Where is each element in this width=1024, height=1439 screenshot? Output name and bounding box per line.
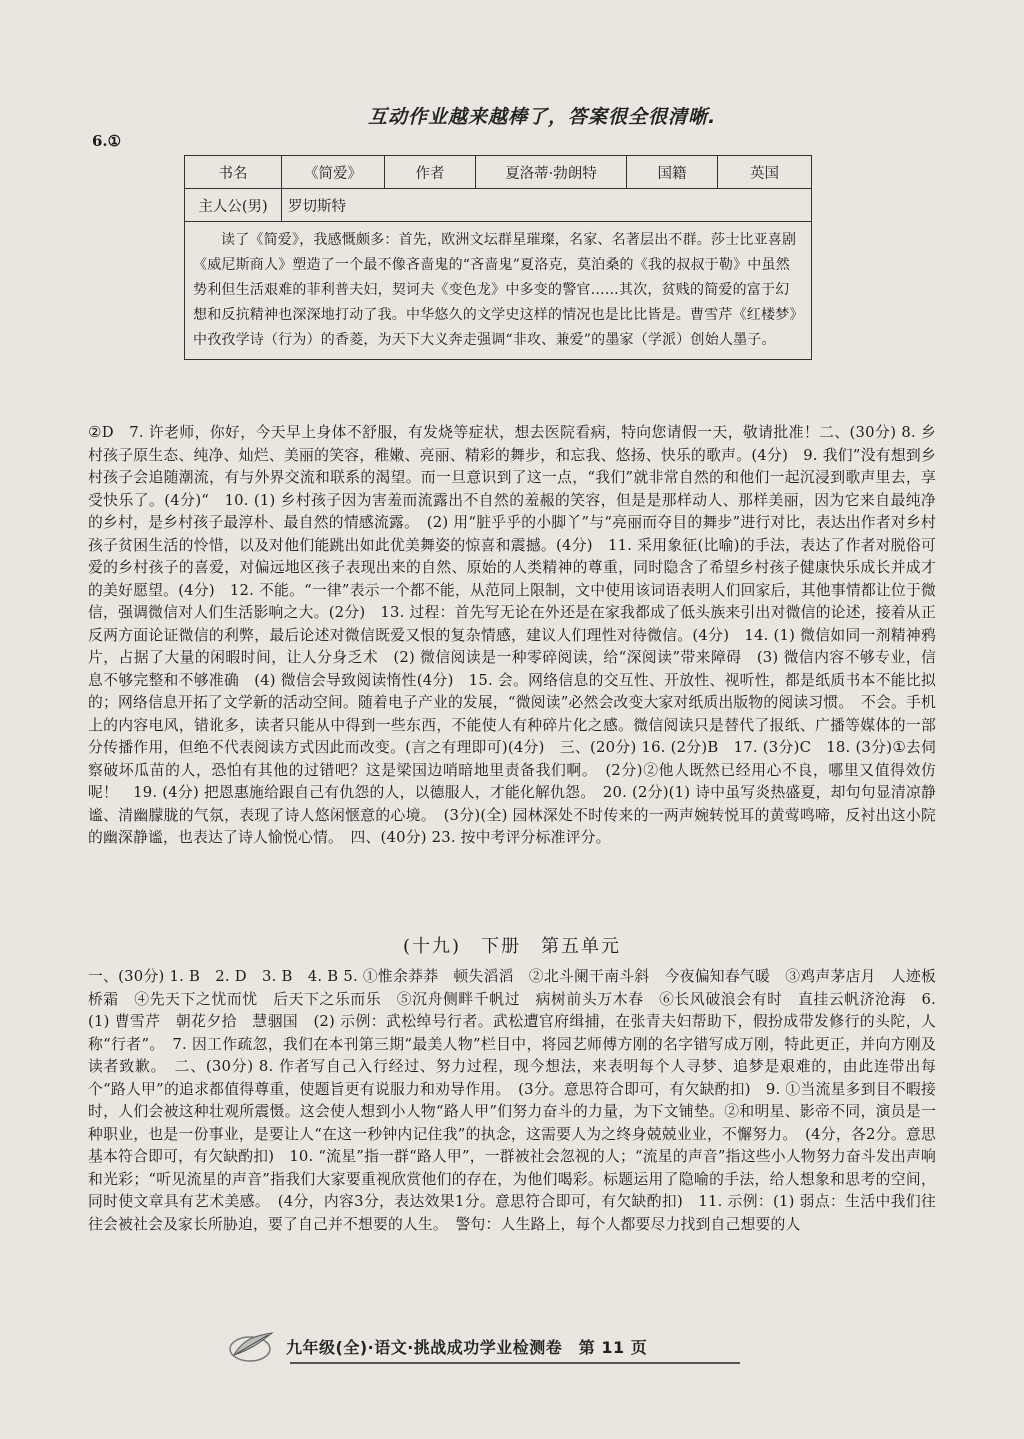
page-footer [228, 1326, 748, 1366]
handwritten-note: 互动作业越来越棒了，答案很全很清晰. [368, 106, 717, 128]
nation-label: 国籍 [627, 156, 718, 189]
hero-value: 罗切斯特 [282, 189, 812, 222]
footer-text: 九年级(全)·语文·挑战成功学业检测卷 第 11 页 [286, 1337, 648, 1357]
book-value: 《简爱》 [282, 156, 385, 189]
book-info-table [184, 155, 812, 360]
table-row [185, 189, 812, 222]
answers-block-2: 一、(30分) 1. B 2. D 3. B 4. B 5. ①惟余莽莽 顿失滔滔 ②北斗阑干南斗斜 今夜偏知春气暖 ③鸡声茅店月 人迹板桥霜 ④先天下之忧而忧 后天下之乐而乐 ⑤沉舟侧畔千帆过 病树前头万木春 ⑥长风破浪会有时 直挂云帆济沧海 6. (1) 曹雪芹 朝花夕拾 慧骃国 (2) 示例：武松绰号行者。武松遭官府缉捕，在张青夫妇帮助下，假扮成带发修行的头陀，人称“行者”。 7. 因工作疏忽，我们在本刊第三期“最美人物”栏目中，将园艺师傅方刚的名字错写成万刚，特此更正，并向方刚及读者致歉。 二、(30分) 8. 作者写自己入行经过、努力过程，现今想法，来表明每个人寻梦、追梦是艰难的，由此连带出每个“路人甲”的追求都值得尊重，使题旨更有说服力和劝导作用。 (3分。意思符合即可，有欠缺酌扣) 9. ①当流星多到目不暇接时，人们会被这种壮观所震慑。这会使人想到小人物“路人甲”们努力奋斗的力量，为下文铺垫。②和明星、影帝不同，演员是一种职业，也是一份事业，是要让人“在这一秒钟内记住我”的执念，这需要人为之终身兢兢业业，不懈努力。 (4分，各2分。意思基本符合即可，有欠缺酌扣) 10. “流星”指一群“路人甲”，一群被社会忽视的人；“流星的声音”指这些小人物努力奋斗发出声响和光彩；“听见流星的声音”指我们大家要重视欣赏他们的存在，为他们喝彩。标题运用了隐喻的手法，给人想象和思考的空间，同时使文章具有艺术美感。 (4分，内容3分，表达效果1分。意思符合即可，有欠缺酌扣) 11. 示例：(1) 弱点：生活中我们往往会被社会及家长所胁迫，要了自己并不想要的人生。 警句：人生路上，每个人都要尽力找到自己想要的人 [88, 968, 936, 1233]
footer-divider [290, 1362, 740, 1364]
answers-block-1: ②D 7. 许老师，你好，今天早上身体不舒服，有发烧等症状，想去医院看病，特向您请假一天，敬请批准！二、(30分) 8. 乡村孩子原生态、纯净、灿烂、美丽的笑容，稚嫩、亮丽、精彩的舞步，和忘我、悠扬、快乐的歌声。(4分) 9. 我们”没有想到乡村孩子会追随潮流，有与外界交流和联系的渴望。而一旦意识到了这一点，“我们”就非常自然的和他们一起沉浸到歌声里去，享受快乐了。(4分)“ 10. (1) 乡村孩子因为害羞而流露出不自然的羞赧的笑容，但是是那样动人、那样美丽，因为它来自最纯净的乡村，是乡村孩子最淳朴、最自然的情感流露。 (2) 用“脏乎乎的小脚丫”与“亮丽而夺目的舞步”进行对比，表达出作者对乡村孩子贫困生活的怜惜，以及对他们能跳出如此优美舞姿的惊喜和震撼。(4分) 11. 采用象征(比喻)的手法，表达了作者对脱俗可爱的乡村孩子的喜爱，对偏远地区孩子表现出来的自然、原始的人类精神的尊重，同时隐含了希望乡村孩子健康快乐成长并成才的美好愿望。(4分) 12. 不能。“一律”表示一个都不能，从范同上限制，文中使用该词语表明人们回家后，其他事情都让位于微信，强调微信对人们生活影响之大。(2分) 13. 过程：首先写无论在外还是在家我都成了低头族来引出对微信的论述，接着从正反两方面论证微信的利弊，最后论述对微信既爱又恨的复杂情感，建议人们理性对待微信。(4分) 14. (1) 微信如同一剂精神鸦片，占据了大量的闲暇时间，让人分身乏术 (2) 微信阅读是一种零碎阅读，给“深阅读”带来障碍 (3) 微信内容不够专业，信息不够完整和不够准确 (4) 微信会导致阅读惰性(4分) 15. 会。网络信息的交互性、开放性、视听性，都是纸质书本不能比拟的；网络信息开拓了文学新的活动空间。随着电子产业的发展，“微阅读”必然会改变大家对纸质出版物的阅读习惯。 不会。手机上的内容电风，错讹多，读者只能从中得到一些东西，不能使人有种碎片化之感。微信阅读只是替代了报纸、广播等媒体的一部分传播作用，但绝不代表阅读方式因此而改变。(言之有理即可)(4分) 三、(20分) 16. (2分)B 17. (3分)C 18. (3分)①去伺察破坏瓜苗的人，恐怕有其他的过错吧？这是梁国边哨暗地里责备我们啊。 (2分)②他人既然已经用心不良，哪里又值得效仿呢！ 19. (4分) 把恩惠施给跟自己有仇怨的人，以德服人，才能化解仇怨。 20. (2分)(1) 诗中虽写炎热盛夏，却句句显清凉静谧、清幽朦胧的气氛，表现了诗人悠闲惬意的心境。 (3分)(全) 园林深处不时传来的一两声婉转悦耳的黄莺鸣啼，反衬出这小院的幽深静谧，也表达了诗人愉悦心情。 四、(40分) 23. 按中考评分标准评分。 [88, 424, 936, 846]
section-title: (十九) 下册 第五单元 [402, 936, 622, 957]
hero-label: 主人公(男) [185, 189, 282, 222]
table-row [185, 156, 812, 189]
book-label: 书名 [185, 156, 282, 189]
author-label: 作者 [385, 156, 476, 189]
author-value: 夏洛蒂·勃朗特 [476, 156, 627, 189]
question-number: 6.① [92, 132, 122, 150]
table-row [185, 222, 812, 360]
essay-cell: 读了《简爱》，我感慨颇多：首先，欧洲文坛群星璀璨，名家、名著层出不群。莎士比亚喜剧《威尼斯商人》塑造了一个最不像吝啬鬼的“吝啬鬼”夏洛克，莫泊桑的《我的叔叔于勒》中虽然势利但生活艰难的菲利普夫妇，契诃夫《变色龙》中多变的警官……其次，贫贱的简爱的富于幻想和反抗精神也深深地打动了我。中华悠久的文学史这样的情况也是比比皆是。曹雪芹《红楼梦》中孜孜学诗（行为）的香菱，为天下大义奔走强调“非攻、兼爱”的墨家（学派）创始人墨子。 [185, 222, 812, 360]
nation-value: 英国 [718, 156, 812, 189]
quill-leaf-icon [228, 1327, 276, 1365]
